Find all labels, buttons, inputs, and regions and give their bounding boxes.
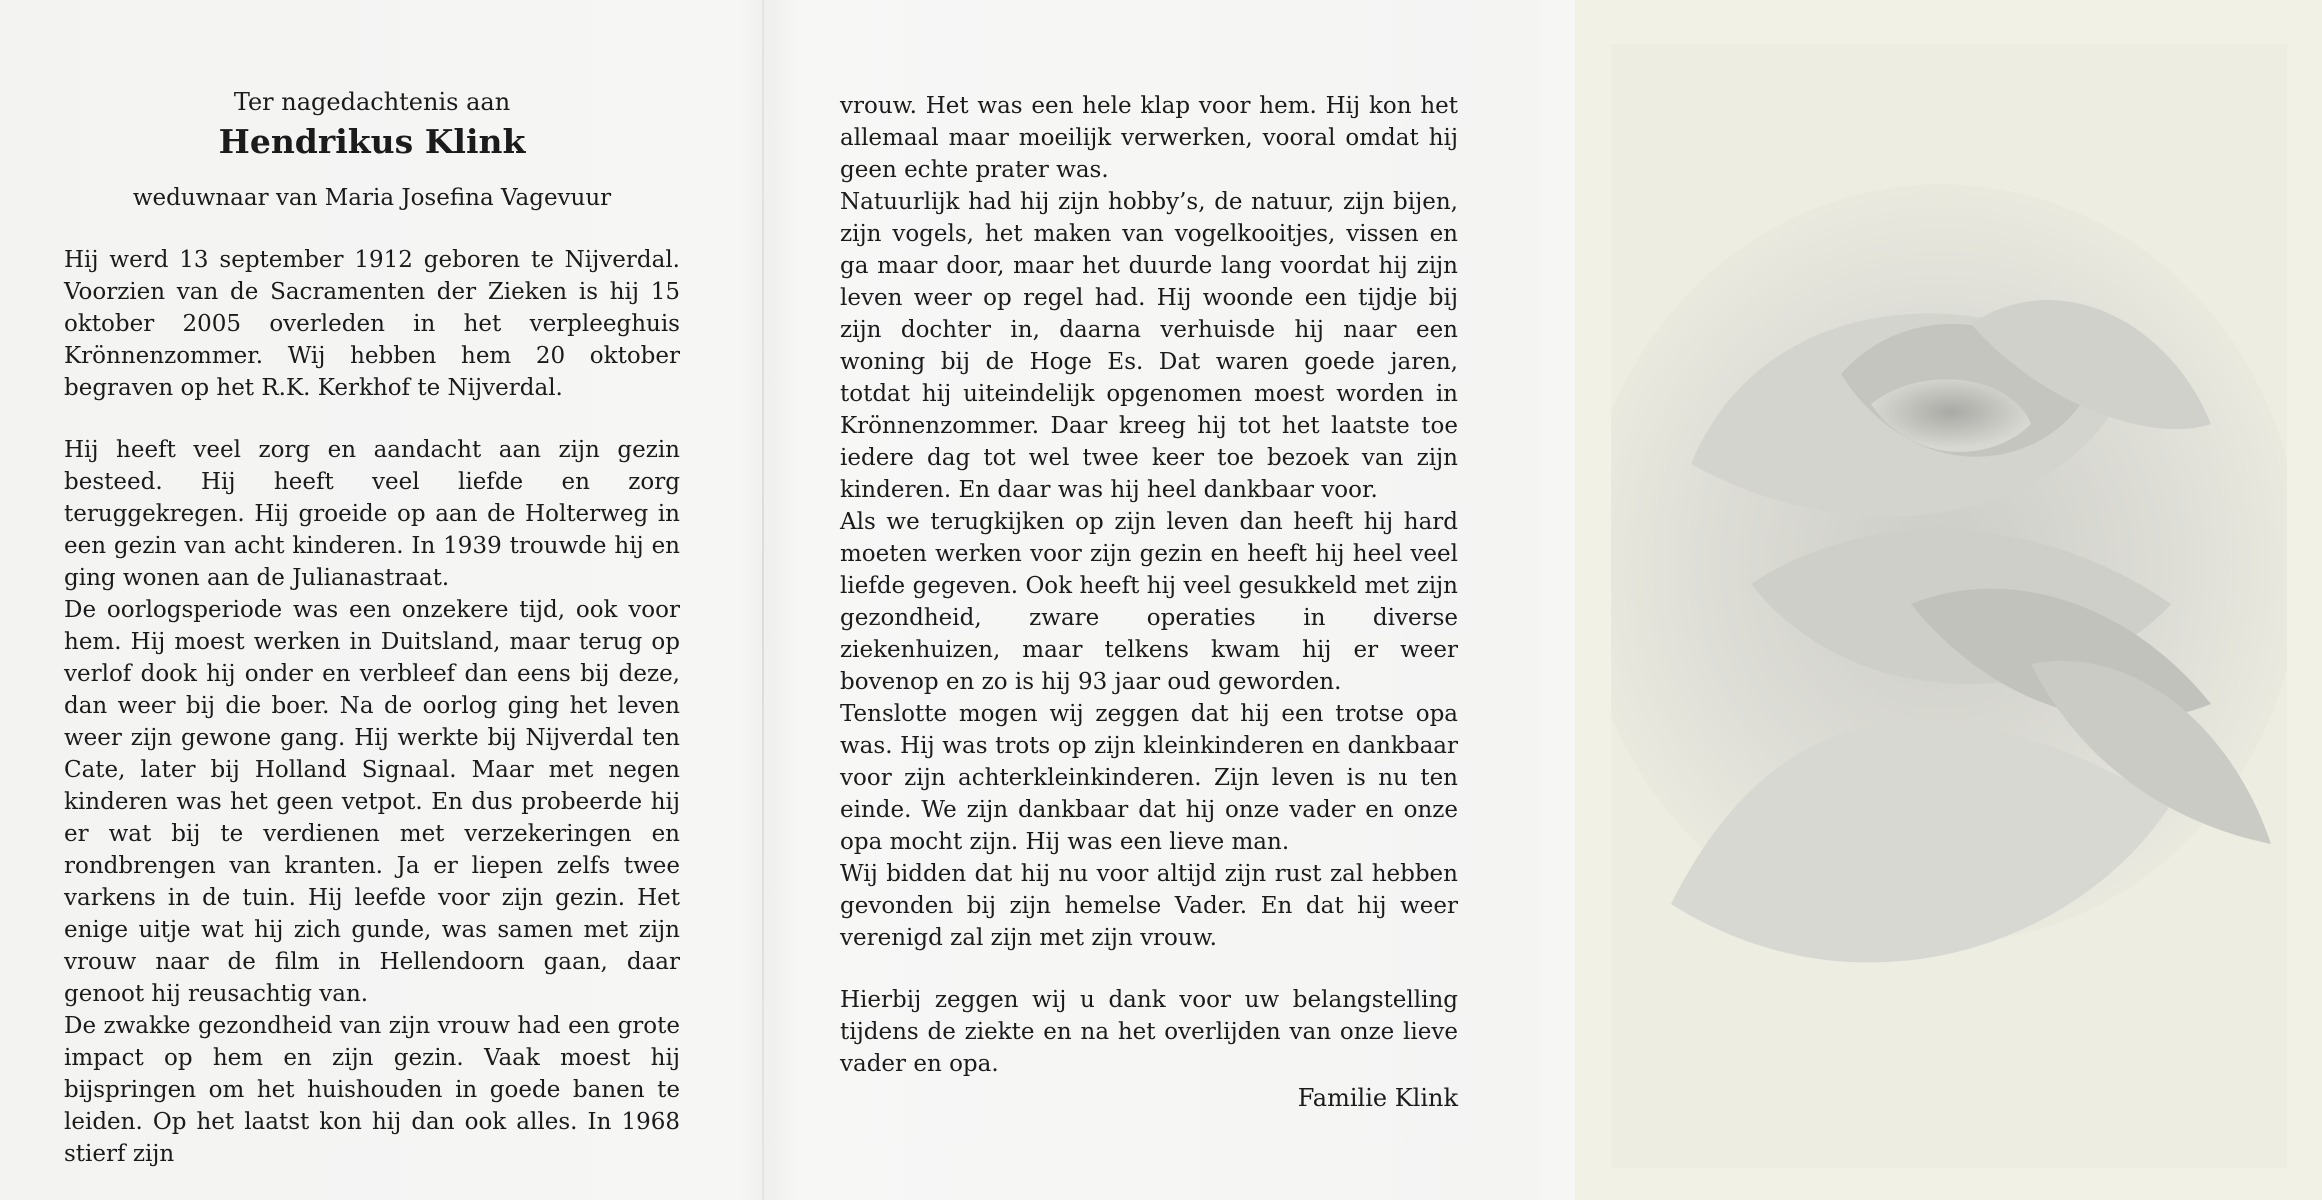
left-paragraph: Hij werd 13 september 1912 geboren te Nijverdal. Voorzien van de Sacramenten der Zieken is hij 15 oktober 2005 overleden in het verpleeghuis Krönnenzommer. Wij hebben hem 20 oktober begraven op het R.K. Kerkhof te Nijverdal. xyxy=(64,247,680,401)
right-paragraph: vrouw. Het was een hele klap voor hem. Hij kon het allemaal maar moeilijk verwerken, vooral omdat hij geen echte prater was. xyxy=(840,93,1458,183)
closing-thanks: Hierbij zeggen wij u dank voor uw belangstelling tijdens de ziekte en na het overlijden van onze lieve vader en opa. xyxy=(840,987,1458,1077)
left-page xyxy=(64,86,680,1170)
left-paragraph: De zwakke gezondheid van zijn vrouw had een grote impact op hem en zijn gezin. Vaak moest hij bijspringen om het huishouden in goede banen te leiden. Op het laatst kon hij dan ook alles. In 1968 stierf zijn xyxy=(64,1013,680,1167)
family-signature: Familie Klink xyxy=(1297,1084,1458,1112)
right-page xyxy=(840,90,1458,1114)
left-paragraph: De oorlogsperiode was een onzekere tijd, ook voor hem. Hij moest werken in Duitsland, maar terug op verlof dook hij onder en verbleef dan eens bij deze, dan weer bij die boer. Na de oorlog ging het leven weer zijn gewone gang. Hij werkte bij Nijverdal ten Cate, later bij Holland Signaal. Maar met negen kinderen was het geen vetpot. En dus probeerde hij er wat bij te verdienen met verzekeringen en rondbrengen van kranten. Ja er liepen zelfs twee varkens in de tuin. Hij leefde voor zijn gezin. Het enige uitje wat hij zich gunde, was samen met zijn vrouw naar de film in Hellendoorn gaan, daar genoot hij reusachtig van. xyxy=(64,597,680,1007)
card-back xyxy=(1575,0,2322,1200)
left-body xyxy=(64,244,680,1170)
right-paragraph: Tenslotte mogen wij zeggen dat hij een trotse opa was. Hij was trots op zijn kleinkinderen en dankbaar voor zijn achterkleinkinderen. Zijn leven is nu ten einde. We zijn dankbaar dat hij onze vader en onze opa mocht zijn. Hij was een lieve man. xyxy=(840,701,1458,855)
rose-image xyxy=(1611,44,2287,1168)
right-paragraph: Wij bidden dat hij nu voor altijd zijn rust zal hebben gevonden bij zijn hemelse Vader. En dat hij weer verenigd zal zijn met zijn vrouw. xyxy=(840,861,1458,951)
intro-line: Ter nagedachtenis aan xyxy=(233,88,511,116)
widower-line: weduwnaar van Maria Josefina Vagevuur xyxy=(132,185,612,211)
card-fold-line xyxy=(762,0,764,1200)
rose-photo xyxy=(1611,44,2287,1168)
deceased-name: Hendrikus Klink xyxy=(218,122,526,161)
right-paragraph: Natuurlijk had hij zijn hobby’s, de natuur, zijn bijen, zijn vogels, het maken van vogelkooitjes, vissen en ga maar door, maar het duurde lang voordat hij zijn leven weer op regel had. Hij woonde een tijdje bij zijn dochter in, daarna verhuisde hij naar een woning bij de Hoge Es. Dat waren goede jaren, totdat hij uiteindelijk opgenomen moest worden in Krönnenzommer. Daar kreeg hij tot het laatste toe iedere dag tot wel twee keer toe bezoek van zijn kinderen. En daar was hij heel dankbaar voor. xyxy=(840,189,1458,503)
right-paragraph: Als we terugkijken op zijn leven dan heeft hij hard moeten werken voor zijn gezin en heeft hij heel veel liefde gegeven. Ook heeft hij veel gesukkeld met zijn gezondheid, zware operaties in diverse ziekenhuizen, maar telkens kwam hij er weer bovenop en zo is hij 93 jaar oud geworden. xyxy=(840,509,1458,695)
left-paragraph: Hij heeft veel zorg en aandacht aan zijn gezin besteed. Hij heeft veel liefde en zorg teruggekregen. Hij groeide op aan de Holterweg in een gezin van acht kinderen. In 1939 trouwde hij en ging wonen aan de Julianastraat. xyxy=(64,437,680,591)
